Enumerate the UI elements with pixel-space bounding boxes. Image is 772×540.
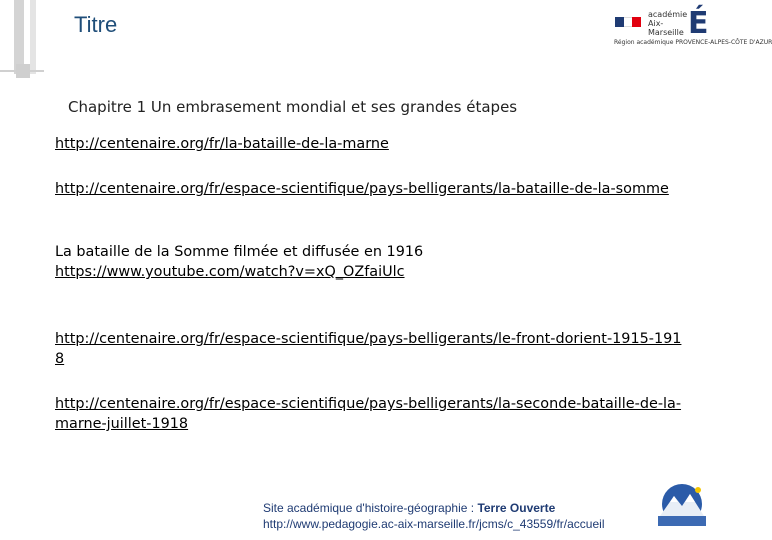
decorative-square [16, 64, 30, 78]
link-bataille-marne[interactable]: http://centenaire.org/fr/la-bataille-de-la-marne [55, 136, 389, 152]
link-bataille-somme[interactable]: http://centenaire.org/fr/espace-scientifique/pays-belligerants/la-bataille-de-la-somme [55, 181, 669, 197]
link-front-orient[interactable]: http://centenaire.org/fr/espace-scientifique/pays-belligerants/le-front-dorient-1915-1918 [55, 331, 682, 367]
link-seconde-marne[interactable]: http://centenaire.org/fr/espace-scientifique/pays-belligerants/la-seconde-bataille-de-la-marne-juillet-1918 [55, 396, 682, 432]
terre-ouverte-logo-icon [652, 482, 712, 530]
decorative-bar [14, 0, 24, 74]
academie-label: académie Aix-Marseille [648, 10, 688, 37]
footer-url[interactable]: http://www.pedagogie.ac-aix-marseille.fr/jcms/c_43559/fr/accueil [263, 517, 605, 531]
logo-letter: É [688, 6, 709, 41]
footer-site-line [263, 500, 604, 516]
footer-credits [263, 500, 604, 532]
text-somme-film: La bataille de la Somme filmée et diffusée en 1916 [55, 244, 424, 260]
footer-prefix: Site académique d'histoire-géographie : [263, 501, 478, 515]
footer-site-name: Terre Ouverte [477, 501, 556, 515]
french-flag-icon [615, 17, 641, 27]
link-youtube-somme[interactable]: https://www.youtube.com/watch?v=xQ_OZfaiUlc [55, 264, 405, 280]
decorative-bar-secondary [30, 0, 36, 74]
academie-logo [612, 6, 772, 52]
region-label: Région académique PROVENCE-ALPES-CÔTE D'AZUR [614, 39, 772, 46]
slide-title: Titre [74, 12, 118, 37]
chapter-subtitle: Chapitre 1 Un embrasement mondial et ses grandes étapes [68, 98, 518, 116]
